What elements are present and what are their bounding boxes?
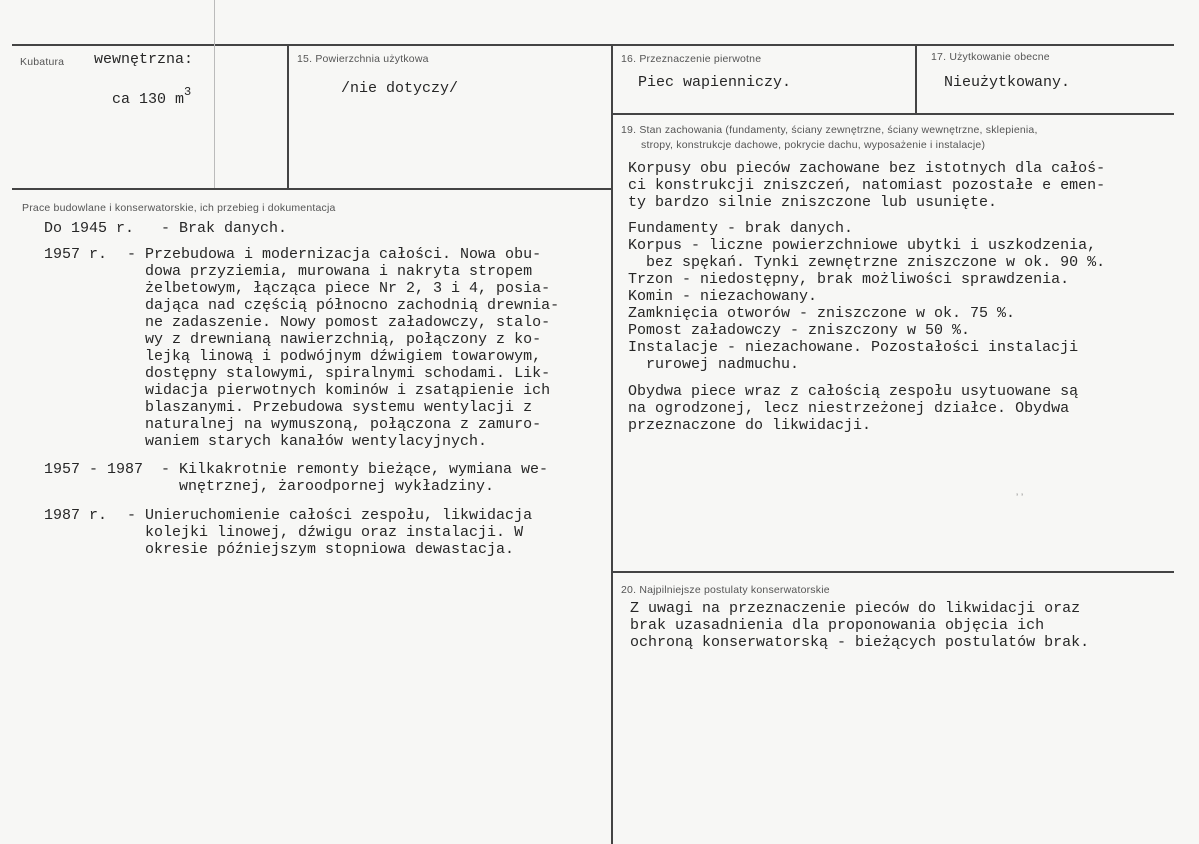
current-use-label: 17. Użytkowanie obecne bbox=[931, 51, 1050, 63]
cubature-value bbox=[112, 84, 191, 108]
condition-p3-line-2: na ogrodzonej, lecz niestrzeżonej działce. Obydwa bbox=[628, 400, 1070, 417]
condition-p1-line-1: Korpusy obu pieców zachowane bez istotnych dla całoś- bbox=[628, 160, 1106, 177]
works-date-3: 1957 - 1987 bbox=[44, 461, 144, 478]
works-text-2-line-8: dostępny stalowymi, spiralnymi schodami. Lik- bbox=[127, 365, 551, 382]
condition-p1-line-2: ci konstrukcji zniszczeń, natomiast pozostałe e emen- bbox=[628, 177, 1106, 194]
works-text-3-line-1: - Kilkakrotnie remonty bieżące, wymiana we- bbox=[161, 461, 549, 478]
works-text-2-line-3: żelbetowym, łącząca piece Nr 2, 3 i 4, posia- bbox=[127, 280, 551, 297]
works-text-2-line-5: ne zadaszenie. Nowy pomost załadowczy, stalo- bbox=[127, 314, 551, 331]
top-rule bbox=[12, 44, 1174, 46]
condition-paragraph-2 bbox=[628, 220, 1105, 373]
postulates-label: 20. Najpilniejsze postulaty konserwatorskie bbox=[621, 584, 830, 596]
condition-p2-line-6: Zamknięcia otworów - zniszczone w ok. 75 %. bbox=[628, 305, 1016, 322]
col-divider-15 bbox=[287, 44, 289, 189]
cubature-sub: wewnętrzna: bbox=[94, 51, 194, 68]
condition-label-line-1: 19. Stan zachowania (fundamenty, ściany zewnętrzne, ściany wewnętrzne, sklepienia, bbox=[621, 124, 1038, 136]
works-text-2-line-12: waniem starych kanałów wentylacyjnych. bbox=[127, 433, 488, 450]
works-text-2-line-9: widacja pierwotnych kominów i zsatąpienie ich bbox=[127, 382, 551, 399]
works-text-2-line-1: - Przebudowa i modernizacja całości. Nowa obu- bbox=[127, 246, 542, 263]
current-use-value: Nieużytkowany. bbox=[944, 74, 1071, 91]
works-label: Prace budowlane i konserwatorskie, ich przebieg i dokumentacja bbox=[22, 202, 336, 214]
condition-p2-line-3: bez spękań. Tynki zewnętrzne zniszczone w ok. 90 %. bbox=[628, 254, 1106, 271]
condition-p3-line-3: przeznaczone do likwidacji. bbox=[628, 417, 872, 434]
mid-rule-left bbox=[12, 188, 612, 190]
col-divider-17 bbox=[915, 44, 917, 114]
works-date-2: 1957 r. bbox=[44, 246, 108, 263]
condition-p3-line-1: Obydwa piece wraz z całością zespołu usytuowane są bbox=[628, 383, 1079, 400]
works-text-4-line-2: kolejki linowej, dźwigu oraz instalacji. W bbox=[127, 524, 524, 541]
rule-right-16-17 bbox=[612, 113, 1174, 115]
condition-paragraph-1 bbox=[628, 160, 1105, 211]
condition-paragraph-3 bbox=[628, 383, 1078, 434]
works-text-3-line-2: wnętrznej, żaroodpornej wykładziny. bbox=[161, 478, 495, 495]
cubature-number: ca 130 m bbox=[112, 91, 185, 108]
works-text-2-line-4: dająca nad częścią północno zachodnią drewnia- bbox=[127, 297, 560, 314]
stray-mark: ʼ ʼ bbox=[1016, 493, 1024, 504]
works-date-1: Do 1945 r. bbox=[44, 220, 135, 237]
works-text-4-line-1: - Unieruchomienie całości zespołu, likwidacja bbox=[127, 507, 533, 524]
postulates-line-1: Z uwagi na przeznaczenie pieców do likwidacji oraz bbox=[630, 600, 1081, 617]
postulates-text bbox=[630, 600, 1089, 651]
cubature-unit-exp: 3 bbox=[184, 85, 192, 99]
condition-p2-line-1: Fundamenty - brak danych. bbox=[628, 220, 854, 237]
rule-right-20 bbox=[612, 571, 1174, 573]
works-text-2 bbox=[127, 246, 559, 450]
works-text-3 bbox=[161, 461, 548, 495]
works-date-4: 1987 r. bbox=[44, 507, 108, 524]
postulates-line-2: brak uzasadnienia dla proponowania objęcia ich bbox=[630, 617, 1045, 634]
works-text-4-line-3: okresie późniejszym stopniowa dewastacja. bbox=[127, 541, 515, 558]
works-text-2-line-6: wy z drewnianą nawierzchnią, połączony z ko- bbox=[127, 331, 542, 348]
condition-p2-line-7: Pomost załadowczy - zniszczony w 50 %. bbox=[628, 322, 971, 339]
works-text-2-line-7: lejką linową i podwójnym dźwigiem towarowym, bbox=[127, 348, 542, 365]
works-text-2-line-2: dowa przyziemia, murowana i nakryta stropem bbox=[127, 263, 533, 280]
condition-p1-line-3: ty bardzo silnie zniszczone lub usunięte. bbox=[628, 194, 998, 211]
condition-label-line-2: stropy, konstrukcje dachowe, pokrycie dachu, wyposażenie i instalacje) bbox=[641, 139, 986, 151]
original-purpose-label: 16. Przeznaczenie pierwotne bbox=[621, 53, 762, 65]
condition-p2-line-8: Instalacje - niezachowane. Pozostałości instalacji bbox=[628, 339, 1079, 356]
condition-p2-line-5: Komin - niezachowany. bbox=[628, 288, 818, 305]
area-label: 15. Powierzchnia użytkowa bbox=[297, 53, 429, 65]
works-text-4 bbox=[127, 507, 532, 558]
works-text-2-line-11: naturalnej na wymuszoną, połączona z zamuro- bbox=[127, 416, 542, 433]
works-text-1-line-1: - Brak danych. bbox=[161, 220, 288, 237]
condition-p2-line-4: Trzon - niedostępny, brak możliwości sprawdzenia. bbox=[628, 271, 1070, 288]
col-divider-main bbox=[611, 44, 613, 844]
condition-p2-line-2: Korpus - liczne powierzchniowe ubytki i uszkodzenia, bbox=[628, 237, 1097, 254]
original-purpose-value: Piec wapienniczy. bbox=[638, 74, 792, 91]
cubature-label: Kubatura bbox=[20, 56, 65, 68]
area-value: /nie dotyczy/ bbox=[341, 80, 459, 97]
faint-guide bbox=[214, 0, 215, 188]
condition-p2-line-9: rurowej nadmuchu. bbox=[628, 356, 800, 373]
works-text-2-line-10: blaszanymi. Przebudowa systemu wentylacji z bbox=[127, 399, 533, 416]
postulates-line-3: ochroną konserwatorską - bieżących postulatów brak. bbox=[630, 634, 1090, 651]
